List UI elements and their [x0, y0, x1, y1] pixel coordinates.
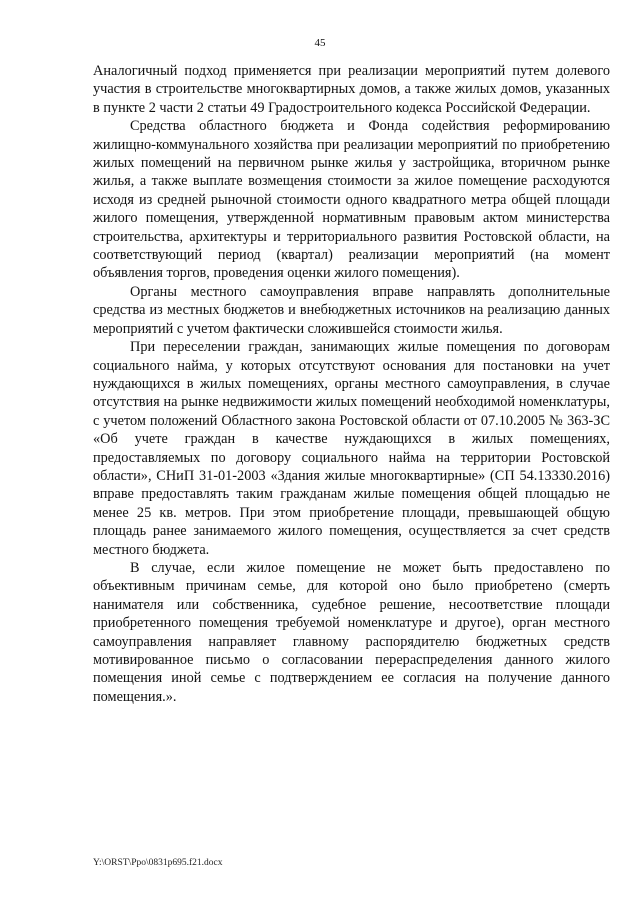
paragraph: В случае, если жилое помещение не может быть предоставлено по объективным причинам семье, для которой оно было приобретено (смерть нанимателя или собственника, судебное решение, несоответствие площади приобретенного помещения требуемой номенклатуре и другое), орган местного самоуправления направляет главному распорядителю бюджетных средств мотивированное письмо о согласовании перераспределения данного жилого помещения иной семье с подтверждением ее согласия на получение данного помещения.». — [93, 559, 610, 705]
paragraph: При переселении граждан, занимающих жилые помещения по договорам социального найма, у которых отсутствуют основания для постановки на учет нуждающихся в жилых помещениях, органы местного самоуправления, в случае отсутствия на рынке недвижимости жилых помещений необходимой номенклатуры, с учетом положений Областного закона Ростовской области от 07.10.2005 № 363-ЗС «Об учете граждан в качестве нуждающихся в жилых помещениях, предоставляемых по договору социального найма на территории Ростовской области», СНиП 31-01-2003 «Здания жилые многоквартирные» (СП 54.13330.2016) вправе предоставлять таким гражданам жилые помещения общей площадью не менее 25 кв. метров. При этом приобретение площади, превышающей общую площадь ранее занимаемого жилого помещения, осуществляется за счет средств местного бюджета. — [93, 339, 610, 558]
file-path-footer: Y:\ORST\Ppo\0831p695.f21.docx — [93, 858, 223, 868]
paragraph: Аналогичный подход применяется при реализации мероприятий путем долевого участия в строительстве многоквартирных домов, а также жилых домов, указанных в пункте 2 части 2 статьи 49 Градостроительного кодекса Российской Федерации. — [93, 63, 610, 116]
page-number: 45 — [314, 37, 326, 49]
paragraph: Органы местного самоуправления вправе направлять дополнительные средства из местных бюджетов и внебюджетных источников на реализацию данных мероприятий с учетом фактически сложившейся стоимости жилья. — [93, 283, 610, 337]
document-body — [93, 62, 610, 706]
paragraph: Средства областного бюджета и Фонда содействия реформированию жилищно-коммунального хозяйства при реализации мероприятий по приобретению жилых помещений на первичном рынке жилья у застройщика, вторичном рынке жилья, а также выплате возмещения стоимости за жилое помещение расходуются исходя из средней рыночной стоимости одного квадратного метра общей площади жилого помещения, утвержденной нормативным правовым актом министерства строительства, архитектуры и территориального развития Ростовской области, на соответствующий период (квартал) реализации мероприятий (на момент объявления торгов, проведения оценки жилого помещения). — [93, 118, 610, 282]
